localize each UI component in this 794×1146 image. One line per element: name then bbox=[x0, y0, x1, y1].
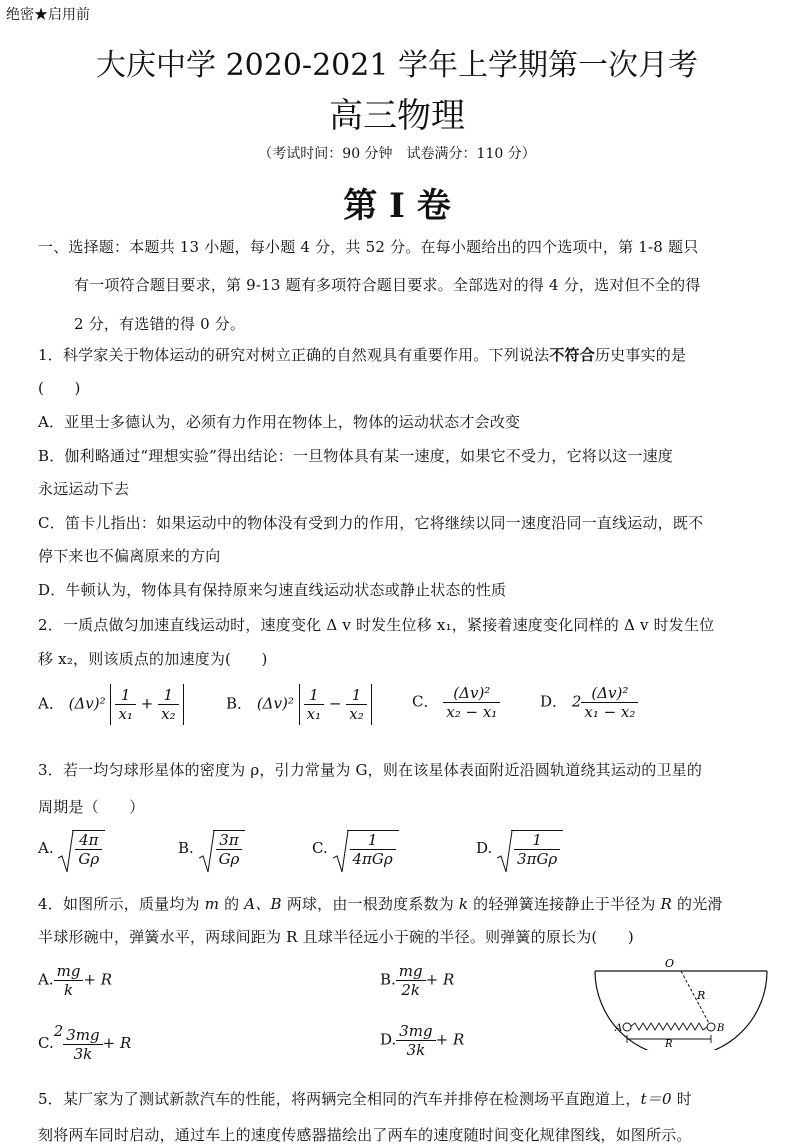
q4-option-c: C.2 $\frac{3mg}{3k}$ + R bbox=[38, 1022, 132, 1063]
q5-stem-1: 5．某厂家为了测试新款汽车的性能，将两辆完全相同的汽车并排停在检测场平直跑道上，t＝0 时 bbox=[38, 1090, 692, 1108]
q4-stem-1: 4．如图所示，质量均为 m 的 A、B 两球，由一根劲度系数为 k 的轻弹簧连接静止于半径为 R 的光滑 bbox=[38, 895, 723, 913]
ball-b bbox=[707, 1023, 715, 1031]
q1-stem bbox=[38, 344, 686, 365]
q4-stem-2: 半球形碗中，弹簧水平，两球间距为 R 且球半径远小于碗的半径。则弹簧的原长为( ) bbox=[38, 928, 634, 946]
q4-option-b: B. $\frac{mg}{2k}$ + R bbox=[380, 962, 455, 999]
section-instructions-3: 2 分，有选错的得 0 分。 bbox=[74, 315, 246, 333]
label-o: O bbox=[665, 957, 675, 970]
q2-stem-1: 2．一质点做匀加速直线运动时，速度变化 Δ v 时发生位移 x₁，紧接着速度变化同样的 Δ v 时发生位 bbox=[38, 616, 715, 634]
q2-a-label: A． bbox=[38, 694, 64, 713]
label-r: R bbox=[697, 989, 706, 1002]
q2-option-d: D． 2 $\frac{\text{(Δv)²}}{\text{x₁ − x₂}}$ bbox=[540, 684, 638, 721]
q2-option-a bbox=[38, 684, 184, 725]
q4-option-a: A. $\frac{mg}{k}$ + R bbox=[38, 962, 113, 999]
label-r-bottom: R bbox=[665, 1039, 673, 1050]
bowl-arc bbox=[595, 971, 767, 1050]
q2-option-c: C． $\frac{\text{(Δv)²}}{\text{x₂ − x₁}}$ bbox=[412, 684, 500, 721]
q2-d-label: D． bbox=[540, 692, 568, 711]
q4-bowl-figure bbox=[590, 955, 770, 1050]
volume-heading: 第 I 卷 bbox=[343, 186, 451, 226]
section-instructions-1: 一、选择题：本题共 13 小题，每小题 4 分，共 52 分。在每小题给出的四个选项中，第 1-8 题只 bbox=[38, 238, 699, 256]
q1-stem-a: 1．科学家关于物体运动的研究对树立正确的自然观具有重要作用。下列说法 bbox=[38, 346, 550, 364]
q5-stem-2: 刻将两车同时启动，通过车上的速度传感器描绘出了两车的速度随时间变化规律图线，如图所示。 bbox=[38, 1126, 692, 1144]
q3-option-d: D. $\frac{1}{\text{3πGρ}}$ bbox=[476, 830, 563, 868]
label-a: A bbox=[615, 1023, 623, 1034]
ball-a bbox=[623, 1023, 631, 1031]
q1-option-b-1: B．伽利略通过“理想实验”得出结论：一旦物体具有某一速度，如果它不受力，它将以这一速度 bbox=[38, 447, 673, 465]
q2-a-dv: (Δv)² bbox=[68, 694, 106, 713]
q1-option-c-1: C．笛卡儿指出：如果运动中的物体没有受到力的作用，它将继续以同一速度沿同一直线运动，既不 bbox=[38, 514, 704, 532]
q1-stem-bold: 不符合 bbox=[549, 346, 595, 364]
q1-option-d: D．牛顿认为，物体具有保持原来匀速直线运动状态或静止状态的性质 bbox=[38, 581, 507, 599]
q3-option-b: B. $\frac{3\pi}{G\rho}$ bbox=[178, 830, 245, 868]
q2-c-label: C． bbox=[412, 692, 439, 711]
q2-option-b bbox=[226, 684, 372, 725]
q1-option-a: A．亚里士多德认为，必须有力作用在物体上，物体的运动状态才会改变 bbox=[38, 413, 521, 431]
exam-subject: 高三物理 bbox=[329, 96, 465, 136]
exam-info: （考试时间：90 分钟 试卷满分：110 分） bbox=[258, 146, 536, 162]
q1-stem-b: 历史事实的是 bbox=[594, 346, 687, 364]
q3-stem-2: 周期是（ ） bbox=[38, 798, 145, 816]
q1-option-b-2: 永远运动下去 bbox=[38, 480, 130, 498]
q2-stem-2: 移 x₂，则该质点的加速度为( ) bbox=[38, 650, 268, 668]
q3-option-c: C. $\frac{1}{\text{4πGρ}}$ bbox=[312, 830, 399, 868]
secret-label: 绝密★启用前 bbox=[6, 7, 90, 23]
q2-a-bracket: $\frac{1}{\text{x₁}}$ + $\frac{1}{\text{x₂}}$ bbox=[110, 684, 183, 725]
radius-line bbox=[681, 971, 711, 1027]
spring bbox=[630, 1023, 707, 1030]
q2-b-dv: (Δv)² bbox=[256, 694, 294, 713]
q3-stem-1: 3．若一均匀球形星体的密度为 ρ，引力常量为 G，则在该星体表面附近沿圆轨道绕其运动的卫星的 bbox=[38, 761, 703, 779]
q4-option-d: D. $\frac{3mg}{3k}$ + R bbox=[380, 1022, 465, 1059]
section-instructions-2: 有一项符合题目要求，第 9-13 题有多项符合题目要求。全部选对的得 4 分，选对但不全的得 bbox=[74, 276, 701, 294]
label-b: B bbox=[717, 1023, 725, 1034]
q3-option-a: A. $\frac{4\pi}{G\rho}$ bbox=[38, 830, 105, 868]
q1-paren: ( ) bbox=[38, 379, 81, 397]
exam-title: 大庆中学 2020-2021 学年上学期第一次月考 bbox=[96, 48, 698, 83]
q2-b-label: B． bbox=[226, 694, 253, 713]
q2-b-bracket: $\frac{1}{\text{x₁}}$ − $\frac{1}{\text{x₂}}$ bbox=[299, 684, 372, 725]
q1-option-c-2: 停下来也不偏离原来的方向 bbox=[38, 547, 221, 565]
